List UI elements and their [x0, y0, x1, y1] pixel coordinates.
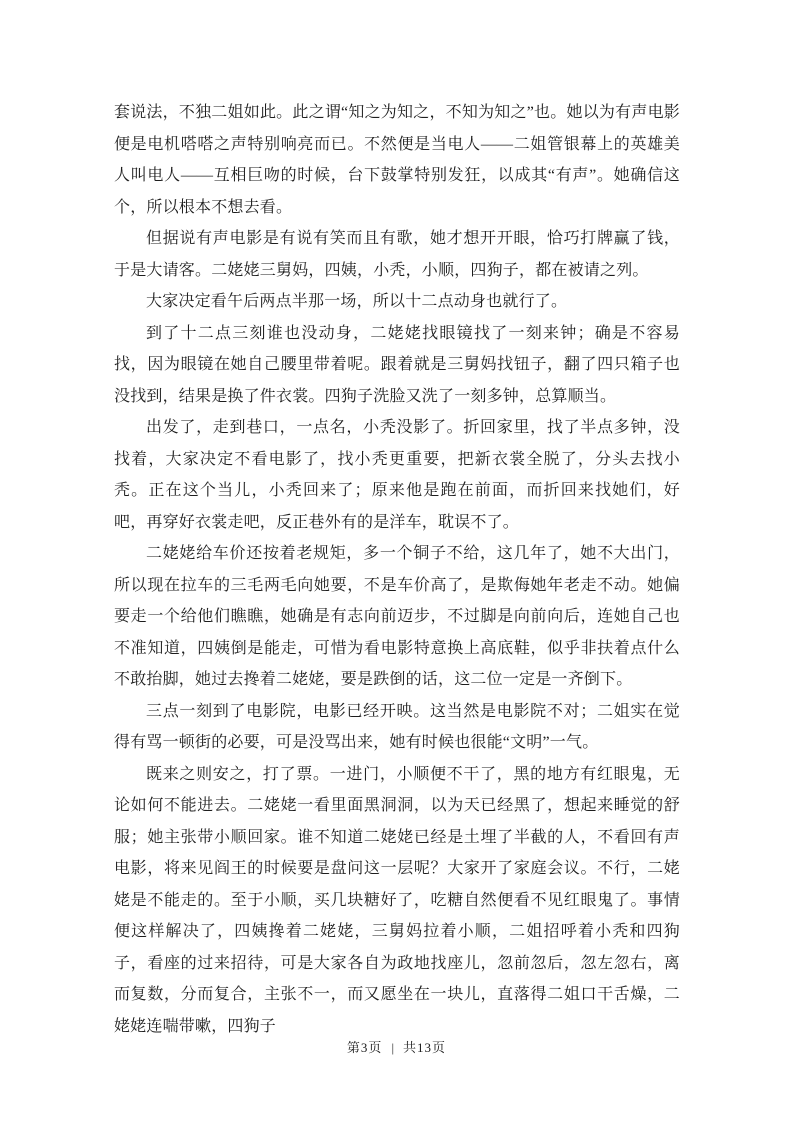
document-text-body [114, 97, 680, 1042]
paragraph: 既来之则安之，打了票。一进门，小顺便不干了，黑的地方有红眼鬼，无论如何不能进去。二姥姥一看里面黑洞洞，以为天已经黑了，想起来睡觉的舒服；她主张带小顺回家。谁不知道二姥姥已经是土埋了半截的人，不看回有声电影，将来见阎王的时候要是盘问这一层呢？大家开了家庭会议。不行，二姥姥是不能走的。至于小顺，买几块糖好了，吃糖自然便看不见红眼鬼了。事情便这样解决了，四姨搀着二姥姥，三舅妈拉着小顺，二姐招呼着小秃和四狗子，看座的过来招待，可是大家各自为政地找座儿，忽前忽后，忽左忽右，离而复数，分而复合，主张不一，而又愿坐在一块儿，直落得二姐口干舌燥，二姥姥连喘带嗽，四狗子 [114, 765, 680, 1035]
paragraph: 大家决定看午后两点半那一场，所以十二点动身也就行了。 [146, 293, 568, 310]
current-page-label: 第3页 [346, 1040, 383, 1055]
paragraph: 但据说有声电影是有说有笑而且有歌，她才想开开眼，恰巧打牌赢了钱，于是大请客。二姥姥三舅妈，四姨，小秃，小顺，四狗子，都在被请之列。 [114, 230, 680, 279]
total-pages-label: 共13页 [403, 1040, 447, 1055]
page-footer [0, 1038, 793, 1058]
footer-separator: | [391, 1040, 395, 1055]
paragraph: 到了十二点三刻谁也没动身，二姥姥找眼镜找了一刻来钟；确是不容易找，因为眼镜在她自己腰里带着呢。跟着就是三舅妈找钮子，翻了四只箱子也没找到，结果是换了件衣裳。四狗子洗脸又洗了一刻多钟，总算顺当。 [114, 324, 680, 405]
paragraph: 套说法，不独二姐如此。此之谓“知之为知之，不知为知之”也。她以为有声电影便是电机嗒嗒之声特别响亮而已。不然便是当电人——二姐管银幕上的英雄美人叫电人——互相巨吻的时候，台下鼓掌特别发狂，以成其“有声”。她确信这个，所以根本不想去看。 [114, 104, 680, 216]
paragraph: 二姥姥给车价还按着老规矩，多一个铜子不给，这几年了，她不大出门，所以现在拉车的三毛两毛向她要，不是车价高了，是欺侮她年老走不动。她偏要走一个给他们瞧瞧，她确是有志向前迈步，不过脚是向前向后，连她自己也不准知道，四姨倒是能走，可惜为看电影特意换上高底鞋，似乎非扶着点什么不敢抬脚，她过去搀着二姥姥，要是跌倒的话，这二位一定是一齐倒下。 [114, 545, 680, 688]
paragraph: 出发了，走到巷口，一点名，小秃没影了。折回家里，找了半点多钟，没找着，大家决定不看电影了，找小秃更重要，把新衣裳全脱了，分头去找小秃。正在这个当儿，小秃回来了；原来他是跑在前面，而折回来找她们，好吧，再穿好衣裳走吧，反正巷外有的是洋车，耽误不了。 [114, 419, 680, 531]
paragraph: 三点一刻到了电影院，电影已经开映。这当然是电影院不对；二姐实在觉得有骂一顿街的必要，可是没骂出来，她有时候也很能“文明”一气。 [114, 702, 680, 751]
